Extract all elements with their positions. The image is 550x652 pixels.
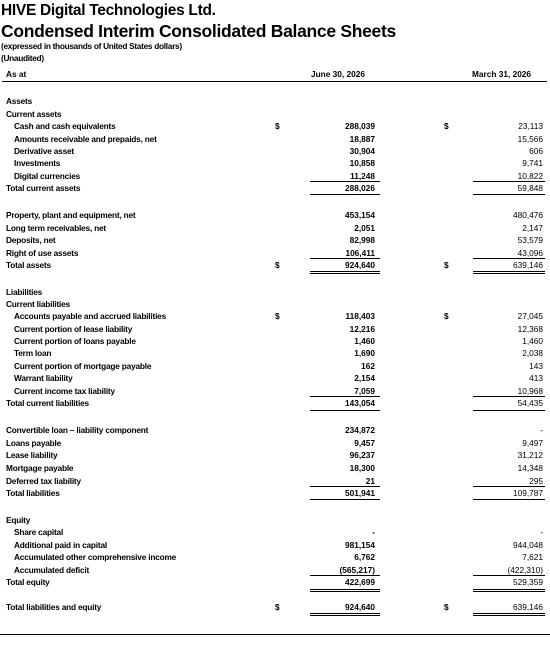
total-rule	[310, 258, 380, 259]
value-march-2026: 639,146	[513, 260, 543, 270]
total-rule	[310, 410, 380, 411]
value-june-2026: 11,248	[350, 171, 375, 181]
table-row	[0, 372, 550, 384]
table-row	[0, 424, 550, 436]
row-label: Mortgage payable	[6, 463, 74, 473]
value-march-2026: 529,359	[513, 577, 543, 587]
table-row	[0, 323, 550, 335]
value-march-2026: 2,147	[522, 223, 543, 233]
total-rule	[310, 613, 380, 614]
row-label: Derivative asset	[14, 146, 74, 156]
value-june-2026: 7,059	[354, 386, 375, 396]
statement-title: Condensed Interim Consolidated Balance Sheets	[1, 21, 396, 41]
value-june-2026: 106,411	[345, 248, 375, 258]
value-june-2026: 143,054	[345, 398, 375, 408]
value-june-2026: 1,690	[354, 348, 375, 358]
row-label: Deposits, net	[6, 235, 56, 245]
value-june-2026: 96,237	[349, 450, 375, 460]
row-label: Property, plant and equipment, net	[6, 210, 136, 220]
value-march-2026: 7,621	[522, 552, 543, 562]
company-name: HIVE Digital Technologies Ltd.	[1, 2, 216, 19]
total-rule	[473, 181, 545, 182]
table-row	[0, 298, 550, 310]
total-rule	[473, 615, 545, 616]
total-rule	[310, 273, 380, 274]
value-june-2026: 18,300	[349, 463, 375, 473]
value-march-2026: 10,822	[517, 171, 543, 181]
row-label: Amounts receivable and prepaids, net	[14, 134, 157, 144]
value-june-2026: 162	[361, 361, 375, 371]
table-row	[0, 475, 550, 487]
row-label: Total equity	[6, 577, 50, 587]
dollar-sign: $	[275, 121, 280, 131]
value-june-2026: 12,216	[349, 324, 375, 334]
dollar-sign: $	[275, 260, 280, 270]
value-march-2026: 2,038	[522, 348, 543, 358]
value-june-2026: 10,858	[349, 158, 375, 168]
value-march-2026: 10,968	[517, 386, 543, 396]
table-row	[0, 120, 550, 132]
row-label: Deferred tax liability	[6, 476, 81, 486]
table-row	[0, 526, 550, 538]
row-label: Liabilities	[6, 287, 43, 297]
value-march-2026: 295	[529, 476, 543, 486]
row-label: Share capital	[14, 527, 64, 537]
value-march-2026: 23,113	[518, 121, 543, 131]
value-march-2026: 59,848	[517, 183, 543, 193]
total-rule	[473, 591, 545, 592]
total-rule	[473, 271, 545, 272]
table-row	[0, 157, 550, 169]
table-row	[0, 551, 550, 563]
value-march-2026: 1,460	[522, 336, 543, 346]
row-label: Total current liabilities	[6, 398, 89, 408]
row-label: Total current assets	[6, 183, 81, 193]
total-rule	[310, 181, 380, 182]
table-row	[0, 462, 550, 474]
value-june-2026: 2,154	[354, 373, 375, 383]
row-label: Digital currencies	[14, 171, 81, 181]
table-row	[0, 564, 550, 576]
row-label: Accounts payable and accrued liabilities	[14, 311, 166, 321]
currency-note: (expressed in thousands of United States dollars)	[1, 41, 182, 51]
value-march-2026: 31,212	[517, 450, 543, 460]
total-rule	[310, 499, 380, 500]
row-label: Total liabilities	[6, 488, 60, 498]
table-row	[0, 437, 550, 449]
table-row	[0, 170, 550, 182]
table-row	[0, 247, 550, 259]
value-june-2026: 234,872	[345, 425, 375, 435]
value-june-2026: 453,154	[345, 210, 375, 220]
total-rule	[473, 194, 545, 195]
audit-note: (Unaudited)	[1, 53, 44, 63]
total-rule	[473, 410, 545, 411]
row-label: Loans payable	[6, 438, 62, 448]
value-june-2026: 288,026	[345, 183, 375, 193]
table-row	[0, 514, 550, 526]
value-june-2026: 924,640	[345, 260, 375, 270]
row-label: Current income tax liability	[14, 386, 115, 396]
value-june-2026: 6,762	[354, 552, 375, 562]
total-rule	[310, 486, 380, 487]
column-header-row	[2, 67, 547, 82]
value-march-2026: 944,048	[513, 540, 543, 550]
value-march-2026: (422,310)	[507, 565, 543, 575]
table-row	[0, 182, 550, 194]
row-label: Additional paid in capital	[14, 540, 107, 550]
row-label: Total liabilities and equity	[6, 602, 102, 612]
table-row	[0, 335, 550, 347]
dollar-sign: $	[444, 260, 449, 270]
row-label: Cash and cash equivalents	[14, 121, 116, 131]
value-june-2026: 924,640	[345, 602, 375, 612]
value-march-2026: 639,146	[513, 602, 543, 612]
value-june-2026: 2,051	[354, 223, 375, 233]
value-march-2026: 606	[529, 146, 543, 156]
value-march-2026: 27,045	[517, 311, 543, 321]
value-june-2026: 21	[365, 476, 375, 486]
row-label: Current portion of lease liability	[14, 324, 133, 334]
value-june-2026: (565,217)	[339, 565, 375, 575]
total-rule	[310, 589, 380, 590]
total-rule	[310, 271, 380, 272]
value-june-2026: 981,154	[345, 540, 375, 550]
value-june-2026: 118,403	[345, 311, 375, 321]
total-rule	[473, 589, 545, 590]
value-june-2026: 82,998	[349, 235, 375, 245]
value-june-2026: -	[372, 527, 375, 537]
value-march-2026: 53,579	[517, 235, 543, 245]
row-label: Current assets	[6, 109, 62, 119]
table-row	[0, 539, 550, 551]
total-rule	[310, 396, 380, 397]
value-march-2026: 9,497	[522, 438, 543, 448]
value-june-2026: 30,904	[349, 146, 375, 156]
table-row	[0, 133, 550, 145]
table-row	[0, 576, 550, 588]
table-row	[0, 385, 550, 397]
value-march-2026: 12,368	[517, 324, 543, 334]
value-june-2026: 1,460	[354, 336, 375, 346]
total-rule	[473, 499, 545, 500]
value-march-2026: 143	[529, 361, 543, 371]
row-label: Long term receivables, net	[6, 223, 106, 233]
table-row	[0, 601, 550, 613]
table-row	[0, 360, 550, 372]
total-rule	[310, 615, 380, 616]
value-march-2026: 109,787	[513, 488, 543, 498]
value-june-2026: 18,887	[349, 134, 375, 144]
column-header-june: June 30, 2026	[311, 69, 365, 79]
value-march-2026: 413	[529, 373, 543, 383]
table-row	[0, 347, 550, 359]
table-row	[0, 286, 550, 298]
row-label: Accumulated other comprehensive income	[14, 552, 177, 562]
dollar-sign: $	[444, 121, 449, 131]
value-march-2026: 43,096	[517, 248, 543, 258]
row-label: Convertible loan – liability component	[6, 425, 149, 435]
table-row	[0, 95, 550, 107]
total-rule	[473, 273, 545, 274]
dollar-sign: $	[444, 311, 449, 321]
row-label: Lease liability	[6, 450, 58, 460]
table-row	[0, 397, 550, 409]
table-row	[0, 487, 550, 499]
value-march-2026: -	[540, 425, 543, 435]
row-label: Assets	[6, 96, 33, 106]
total-rule	[473, 486, 545, 487]
total-rule	[473, 396, 545, 397]
total-rule	[473, 258, 545, 259]
dollar-sign: $	[444, 602, 449, 612]
value-june-2026: 422,699	[345, 577, 375, 587]
table-row	[0, 310, 550, 322]
total-rule	[310, 591, 380, 592]
row-label: Right of use assets	[6, 248, 79, 258]
dollar-sign: $	[275, 602, 280, 612]
value-march-2026: 14,348	[517, 463, 543, 473]
value-june-2026: 9,457	[354, 438, 375, 448]
row-label: Equity	[6, 515, 31, 525]
page-bottom-rule	[0, 634, 550, 635]
table-row	[0, 259, 550, 271]
table-row	[0, 234, 550, 246]
value-june-2026: 501,941	[345, 488, 375, 498]
table-row	[0, 222, 550, 234]
value-march-2026: 480,476	[513, 210, 543, 220]
row-label: Term loan	[14, 348, 52, 358]
value-march-2026: 9,741	[522, 158, 543, 168]
table-row	[0, 209, 550, 221]
row-label: Current portion of mortgage payable	[14, 361, 152, 371]
row-label: Warrant liability	[14, 373, 73, 383]
row-label: Current portion of loans payable	[14, 336, 136, 346]
dollar-sign: $	[275, 311, 280, 321]
total-rule	[473, 575, 545, 576]
total-rule	[310, 575, 380, 576]
total-rule	[310, 194, 380, 195]
value-march-2026: 54,435	[517, 398, 543, 408]
row-label: Accumulated deficit	[14, 565, 90, 575]
row-label: Current liabilities	[6, 299, 70, 309]
value-june-2026: 288,039	[345, 121, 375, 131]
table-row	[0, 108, 550, 120]
row-label: Total assets	[6, 260, 51, 270]
total-rule	[473, 613, 545, 614]
value-march-2026: -	[540, 527, 543, 537]
column-header-march: March 31, 2026	[472, 69, 532, 79]
table-row	[0, 145, 550, 157]
row-label: Investments	[14, 158, 61, 168]
value-march-2026: 15,566	[517, 134, 543, 144]
column-header-label: As at	[6, 69, 27, 79]
table-row	[0, 449, 550, 461]
